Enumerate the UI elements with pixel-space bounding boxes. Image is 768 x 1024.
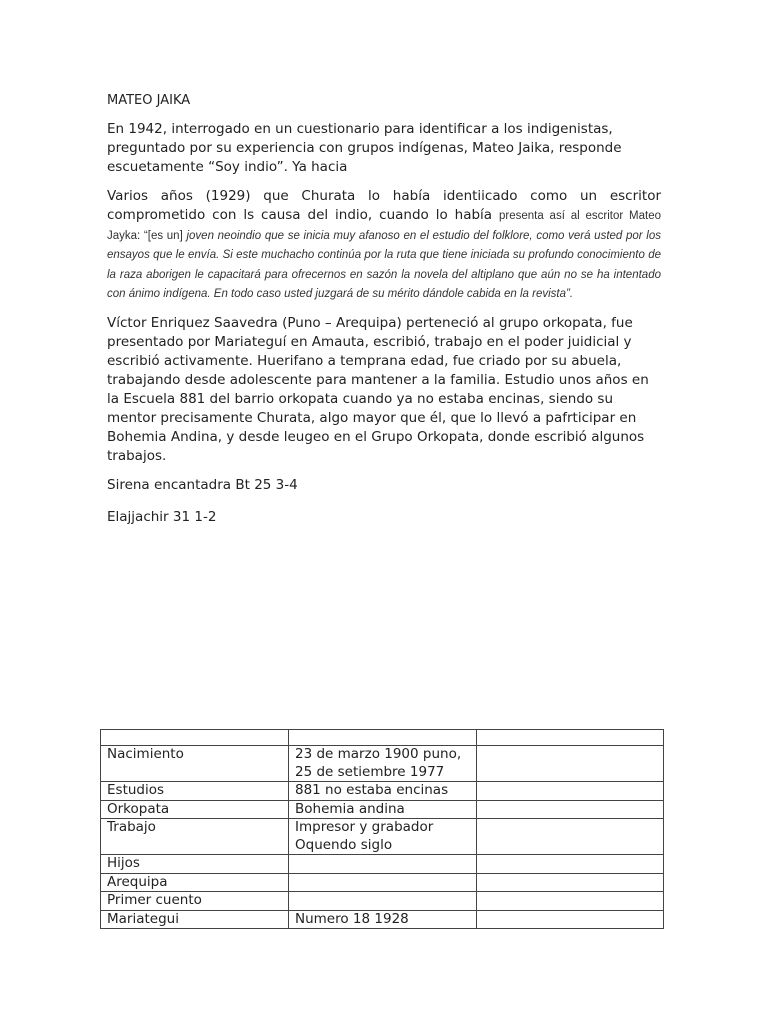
table-row [101, 782, 664, 801]
row-label-primer-cuento: Primer cuento [101, 892, 289, 911]
paragraph-intro: En 1942, interrogado en un cuestionario para identificar a los indigenistas, preguntado por su experiencia con grupos indígenas, Mateo Jaika, responde escuetamente “Soy indio”. Ya hacia [107, 121, 622, 175]
document-title: MATEO JAIKA [107, 93, 191, 108]
table-row [101, 819, 664, 855]
table-row [101, 910, 664, 929]
table-cell [477, 855, 664, 874]
row-label-trabajo: Trabajo [101, 819, 289, 855]
row-value-mariategui: Numero 18 1928 [289, 910, 477, 929]
quote-italic: joven neoindio que se inicia muy afanoso en el estudio del folklore, como verá usted por los ensayos que le envía. Si este muchacho continúa por la ruta que tiene iniciada su profundo conocimiento de la raza aborigen le capacitará para ofrecernos en sazón la novela del altiplano que aún no se ha intentado con ánimo indígena. En todo caso usted juzgará de su mérito dándole cabida en la revista”. [107, 229, 662, 300]
quote-plain: presenta así al escritor Mateo Jayka: “[es un] [107, 210, 661, 242]
table-cell [477, 873, 664, 892]
note-sirena: Sirena encantadra Bt 25 3-4 [107, 476, 298, 493]
row-label-orkopata: Orkopata [101, 800, 289, 819]
table-cell [477, 819, 664, 855]
row-label-nacimiento: Nacimiento [101, 746, 289, 782]
table-header-row [101, 730, 664, 746]
row-label-estudios: Estudios [101, 782, 289, 801]
info-table [100, 729, 664, 929]
table-cell [477, 782, 664, 801]
table-row [101, 746, 664, 782]
row-label-arequipa: Arequipa [101, 873, 289, 892]
row-value-hijos [289, 855, 477, 874]
table-cell [289, 730, 477, 746]
paragraph-churata [107, 187, 661, 304]
table-cell [101, 730, 289, 746]
table-cell [477, 910, 664, 929]
row-value-arequipa [289, 873, 477, 892]
row-label-mariategui: Mariategui [101, 910, 289, 929]
row-label-hijos: Hijos [101, 855, 289, 874]
table-cell [477, 746, 664, 782]
table-row [101, 892, 664, 911]
paragraph-saavedra: Víctor Enriquez Saavedra (Puno – Arequipa) perteneció al grupo orkopata, fue presentado por Mariateguí en Amauta, escribió, trabajo en el poder juidicial y escribió activamente. Huerifano a temprana edad, fue criado por su abuela, trabajando desde adolescente para mantener a la familia. Estudio unos años en la Escuela 881 del barrio orkopata cuando ya no estaba encinas, siendo su mentor precisamente Churata, algo mayor que él, que lo llevó a pafrticipar en Bohemia Andina, y desde leugeo en el Grupo Orkopata, donde escribió algunos trabajos. [107, 314, 649, 464]
table-cell [477, 892, 664, 911]
row-value-primer-cuento [289, 892, 477, 911]
table-row [101, 800, 664, 819]
table-cell [477, 800, 664, 819]
document-page [107, 92, 661, 540]
table-row [101, 873, 664, 892]
row-value-nacimiento: 23 de marzo 1900 puno, 25 de setiembre 1977 [289, 746, 477, 782]
table-cell [477, 730, 664, 746]
note-elajjachir: Elajjachir 31 1-2 [107, 508, 217, 525]
row-value-trabajo: Impresor y grabador Oquendo siglo [289, 819, 477, 855]
table-row [101, 855, 664, 874]
row-value-estudios: 881 no estaba encinas [289, 782, 477, 801]
row-value-orkopata: Bohemia andina [289, 800, 477, 819]
paragraph-churata-lead: Varios años (1929) que Churata lo había identiicado como un escritor comprometido con ls causa del indio, cuando lo había [107, 188, 661, 223]
